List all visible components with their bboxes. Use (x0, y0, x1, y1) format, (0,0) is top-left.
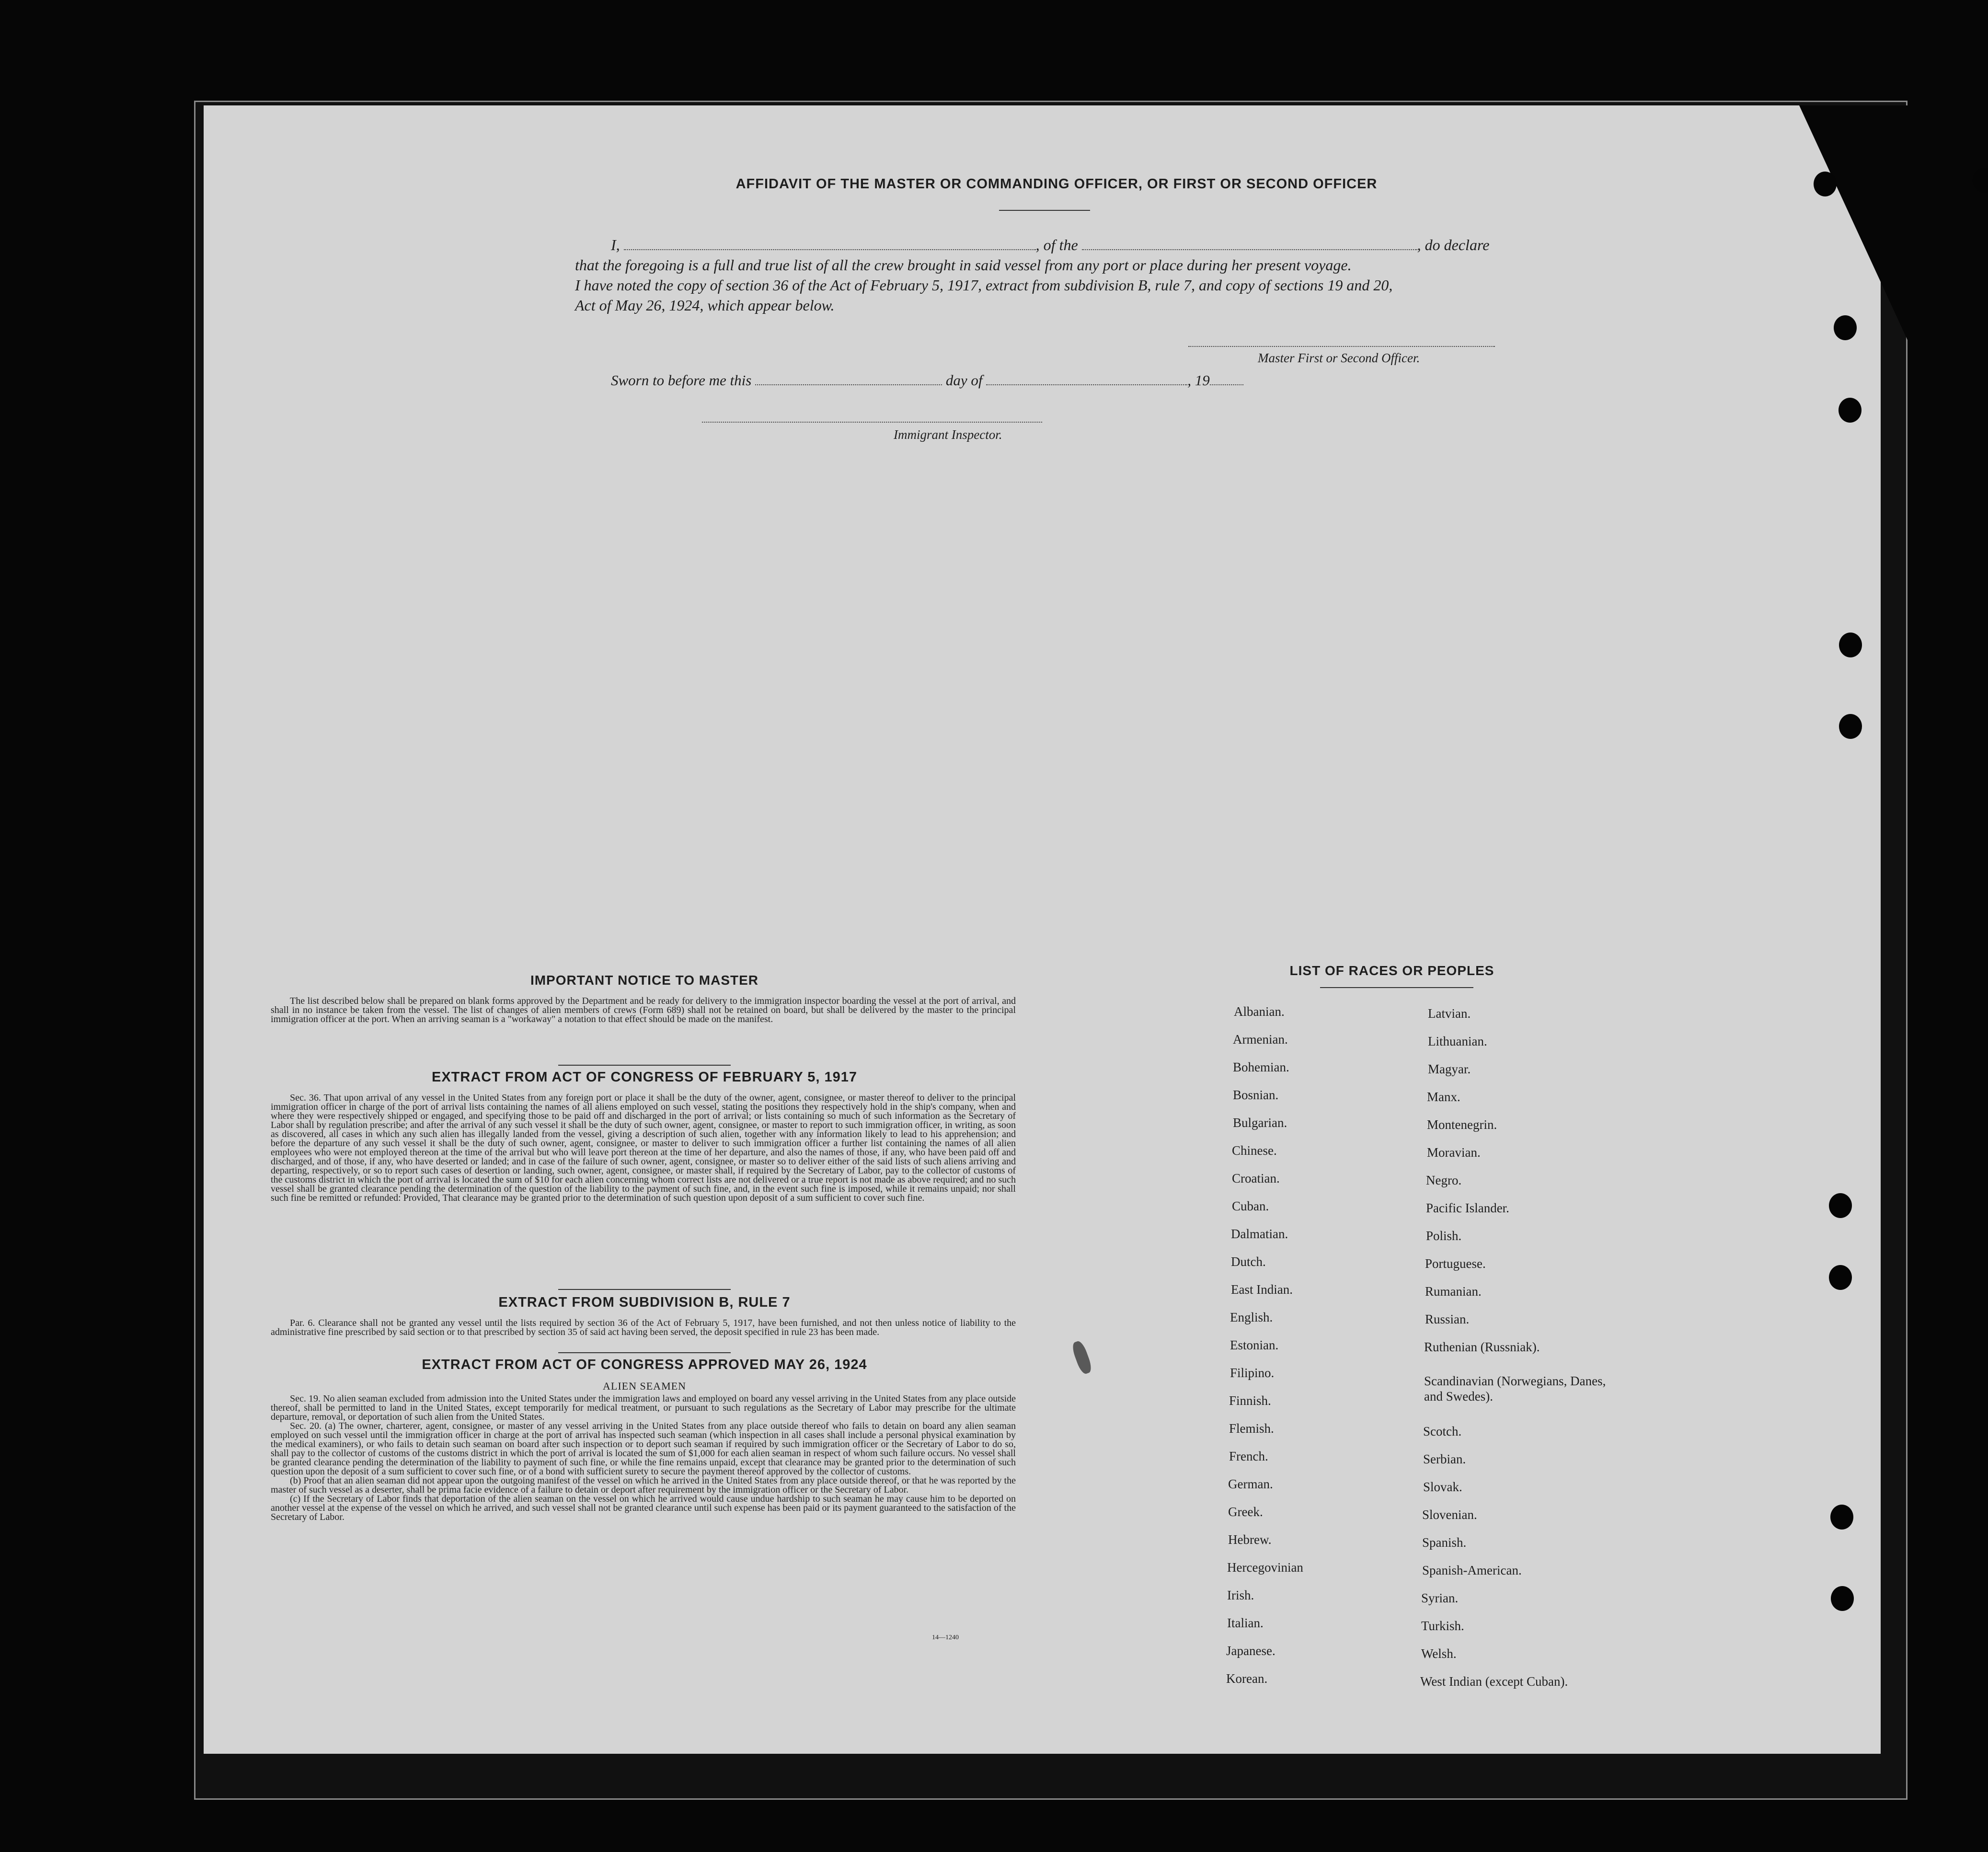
punch-hole (1973, 168, 1988, 193)
affidavit-line-3: I have noted the copy of section 36 of the Act of February 5, 1917, extract from subdivision B, rule 7, and copy of sections 19 and 20, (575, 276, 1393, 294)
race-item: Hercegovinian (1227, 1560, 1303, 1575)
punch-hole (1829, 1265, 1852, 1290)
race-item: Bulgarian. (1233, 1116, 1287, 1130)
race-item: Turkish. (1421, 1619, 1464, 1633)
master-signature-caption: Master First or Second Officer. (1258, 351, 1420, 365)
notice-body (271, 997, 1016, 1024)
extract-1924-title: EXTRACT FROM ACT OF CONGRESS APPROVED MAY 26, 1924 (422, 1357, 867, 1372)
sec-20b-paragraph: (b) Proof that an alien seaman did not appear upon the outgoing manifest of the vessel on which he arrived in the United States from any place outside thereof, or that he was reported by the master of such vessel as a deserter, shall be prima facie evidence of a failure to detain or deport after requirement by the immigration officer or the Secretary of Labor. (271, 1475, 1016, 1495)
affidavit-title: AFFIDAVIT OF THE MASTER OR COMMANDING OFFICER, OR FIRST OR SECOND OFFICER (735, 176, 1378, 192)
punch-hole (1839, 398, 1862, 423)
year-prefix: , 19 (1187, 372, 1210, 389)
punch-hole (1834, 315, 1857, 340)
document-page (204, 105, 1881, 1754)
races-title: LIST OF RACES OR PEOPLES (1289, 963, 1494, 978)
race-item: Dutch. (1231, 1254, 1266, 1269)
race-item: Lithuanian. (1428, 1034, 1487, 1048)
ink-blot (1070, 1340, 1093, 1376)
extract-1917-title: EXTRACT FROM ACT OF CONGRESS OF FEBRUARY 5, 1917 (431, 1070, 858, 1085)
race-item: Korean. (1226, 1671, 1268, 1686)
notice-paragraph: The list described below shall be prepared on blank forms approved by the Department and be ready for delivery to the immigration inspector boarding the vessel at the port of arrival, and shall in no instance be taken from the vessel. The list of changes of alien members of crews (Form 689) shall not be retained on board, but shall be delivered by the master to the principal immigration officer at the port. When an arriving seaman is a "workaway" a notation to that effect should be made on the manifest. (271, 996, 1016, 1024)
race-item: East Indian. (1231, 1282, 1293, 1297)
section-rule (1320, 987, 1473, 988)
punch-hole (1839, 633, 1862, 657)
race-item: French. (1229, 1449, 1268, 1463)
sworn-year-field[interactable] (1210, 375, 1243, 385)
extract-1924-body (271, 1394, 1016, 1522)
inspector-caption: Immigrant Inspector. (894, 427, 1002, 442)
race-item: Montenegrin. (1427, 1117, 1497, 1132)
race-item: Albanian. (1234, 1004, 1285, 1019)
affidavit-of-the: , of the (1035, 236, 1078, 253)
race-item: Finnish. (1229, 1393, 1271, 1408)
sworn-text: Sworn to before me this (611, 372, 752, 389)
punch-hole (1830, 1505, 1853, 1530)
race-item: Moravian. (1427, 1145, 1481, 1160)
torn-corner (1799, 105, 1914, 355)
punch-hole (1829, 1193, 1852, 1218)
race-item: West Indian (except Cuban). (1420, 1674, 1568, 1689)
sec-20c-paragraph: (c) If the Secretary of Labor finds that deportation of the alien seaman on the vessel on which he arrived would cause undue hardship to such seaman he may cause him to be deported on another vessel at the expense of the vessel on which he arrived, and such vessel shall not be granted clearance until such expense has been paid or its payment guaranteed to the satisfaction of the Secretary of Labor. (271, 1494, 1016, 1522)
race-item: Dalmatian. (1231, 1227, 1288, 1241)
section-rule (558, 1289, 731, 1290)
race-item: Serbian. (1423, 1452, 1466, 1466)
race-item: Latvian. (1428, 1006, 1471, 1021)
race-item: Flemish. (1229, 1421, 1274, 1436)
race-item: Estonian. (1230, 1338, 1279, 1352)
vessel-blank-field[interactable] (1082, 240, 1417, 250)
form-number: 14—1240 (932, 1634, 959, 1641)
race-item: Chinese. (1232, 1143, 1277, 1158)
race-item: Japanese. (1226, 1644, 1276, 1658)
sworn-day-field[interactable] (755, 375, 942, 385)
extract-rule7-body (271, 1319, 1016, 1337)
day-of-text: day of (945, 372, 983, 389)
race-item: Russian. (1425, 1312, 1470, 1326)
race-item: Scotch. (1423, 1424, 1462, 1438)
race-item: Magyar. (1428, 1062, 1471, 1076)
race-item: Croatian. (1232, 1171, 1280, 1185)
sec-20a-paragraph: Sec. 20. (a) The owner, charterer, agent, consignee, or master of any vessel arriving in the United States from any place outside thereof who fails to detain on board any alien seaman employed on such vessel until the immigration officer in charge at the port of arrival has inspected such seaman (which inspection in all cases shall include a personal physical examination by the medical examiners), or who fails to detain such seaman on board after such inspection or to deport such seaman if required by such immigration officer or the Secretary of Labor to do so, shall pay to the collector of customs of the customs district in which the port of arrival is located the sum of $1,000 for each alien seaman in respect of whom such failure occurs. No vessel shall be granted clearance pending the determination of the liability to payment of such fine, or while the fine remains unpaid, except that clearance may be granted prior to the determination of such question upon the deposit of a sum sufficient to cover such fine, or of a bond with sufficient surety to secure the payment thereof approved by the collector of customs. (271, 1421, 1016, 1477)
race-item: Welsh. (1421, 1646, 1457, 1661)
name-blank-field[interactable] (624, 240, 1036, 250)
race-item: Scandinavian (Norwegians, Danes, and Swedes). (1424, 1374, 1606, 1403)
notice-title: IMPORTANT NOTICE TO MASTER (530, 973, 759, 988)
section-rule (558, 1352, 731, 1353)
race-item: Armenian. (1233, 1032, 1288, 1047)
race-item: Slovak. (1423, 1480, 1462, 1494)
section-36-paragraph: Sec. 36. That upon arrival of any vessel in the United States from any foreign port or place it shall be the duty of the owner, agent, consignee, or master thereof to deliver to the principal immigration officer in charge of the port of arrival lists containing the names of all aliens employed on such vessel, stating the positions they respectively hold in the ship's company, when and where they were respectively shipped or engaged, and specifying those to be paid off and discharged in the port of arrival; or lists containing so much of such information as the Secretary of Labor shall by regulation prescribe; and after the arrival of any such vessel it shall be the duty of such owner, agent, consignee, or master to report to such immigration officer, in writing, as soon as discovered, all cases in which any such alien has illegally landed from the vessel, giving a description of such alien, together with any information likely to lead to his apprehension; and before the departure of any such vessel it shall be the duty of such owner, agent, consignee, or master to deliver to such immigration officer a further list containing the names of all alien employees who were not employed thereon at the time of the arrival but who will leave port thereon at the time of her departure, and also the names of those, if any, who have been paid off and discharged, and of those, if any, who have deserted or landed; and in case of the failure of such owner, agent, consignee, or master so to deliver either of the said lists of such aliens arriving and departing, respectively, or so to report such cases of desertion or landing, such owner, agent, consignee, or master shall, if required by the Secretary of Labor, pay to the collector of customs of the customs district in which the port of arrival is located the sum of $10 for each alien concerning whom correct lists are not delivered or a true report is not made as above required; and no such vessel shall be granted clearance pending the determination of the question of the liability to the payment of such fine, and, in the event such fine is imposed, while it remains unpaid; nor shall such fine be remitted or refunded: Provided, That clearance may be granted prior to the determination of such question upon deposit of a sum sufficient to cover such fine. (271, 1093, 1016, 1203)
race-item: Filipino. (1230, 1366, 1275, 1380)
race-item: Spanish. (1422, 1535, 1467, 1550)
inspector-signature-field[interactable] (702, 422, 1042, 423)
race-item: Pacific Islander. (1426, 1201, 1509, 1215)
race-item: Ruthenian (Russniak). (1424, 1340, 1540, 1354)
race-item: Bohemian. (1233, 1060, 1289, 1074)
affidavit-line-4: Act of May 26, 1924, which appear below. (575, 297, 835, 314)
master-signature-field[interactable] (1188, 346, 1495, 347)
race-item: Italian. (1227, 1616, 1264, 1630)
par-6-paragraph: Par. 6. Clearance shall not be granted any vessel until the lists required by section 36 of the Act of February 5, 1917, have been furnished, and not then unless notice of liability to the administrative fine prescribed by said section or to that prescribed by section 35 of said act having been served, the deposit specified in rule 23 has been made. (271, 1318, 1016, 1337)
affidavit-line-1 (611, 235, 1489, 255)
race-item: Negro. (1426, 1173, 1462, 1187)
affidavit-i: I, (611, 236, 620, 253)
alien-seamen-heading: ALIEN SEAMEN (603, 1380, 686, 1392)
affidavit-do-declare: , do declare (1417, 236, 1490, 253)
punch-hole (1839, 714, 1862, 739)
affidavit-line-2: that the foregoing is a full and true list of all the crew brought in said vessel from any port or place during her present voyage. (575, 256, 1352, 274)
race-item: Polish. (1426, 1229, 1462, 1243)
race-item: English. (1230, 1310, 1273, 1324)
title-rule (999, 210, 1090, 211)
race-item: German. (1228, 1477, 1273, 1491)
sec-19-paragraph: Sec. 19. No alien seaman excluded from admission into the United States under the immigration laws and employed on board any vessel arriving in the United States from any place outside thereof, shall be permitted to land in the United States, except temporarily for medical treatment, or pursuant to such regulations as the Secretary of Labor may prescribe for the ultimate departure, removal, or deportation of such alien from the United States. (271, 1393, 1016, 1422)
extract-1917-body (271, 1093, 1016, 1203)
race-item: Cuban. (1232, 1199, 1269, 1213)
race-item: Bosnian. (1233, 1088, 1279, 1102)
race-item: Rumanian. (1425, 1284, 1482, 1299)
race-item: Manx. (1427, 1090, 1460, 1104)
race-item: Portuguese. (1425, 1256, 1486, 1271)
punch-hole (1831, 1586, 1854, 1611)
punch-hole (1814, 172, 1837, 196)
sworn-month-field[interactable] (986, 375, 1187, 385)
race-item: Slovenian. (1422, 1507, 1477, 1522)
race-item: Hebrew. (1228, 1532, 1272, 1547)
sworn-line (611, 372, 1243, 389)
extract-rule7-title: EXTRACT FROM SUBDIVISION B, RULE 7 (498, 1295, 791, 1310)
race-item: Syrian. (1421, 1591, 1459, 1605)
race-item: Spanish-American. (1422, 1563, 1522, 1577)
section-rule (558, 1065, 731, 1066)
race-item: Irish. (1227, 1588, 1254, 1602)
race-item: Greek. (1228, 1505, 1263, 1519)
